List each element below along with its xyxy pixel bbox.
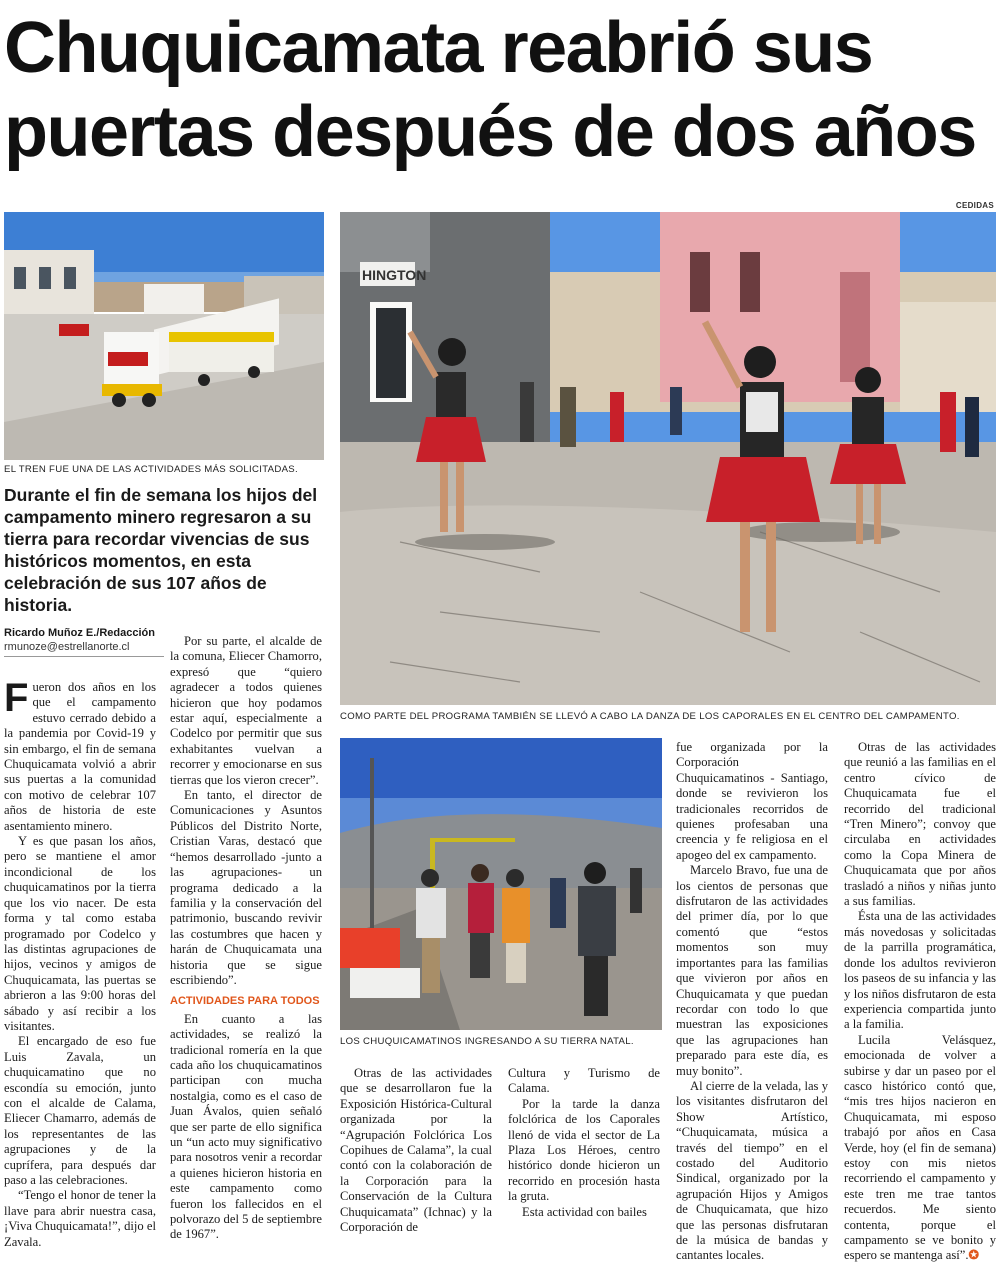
lead-paragraph: Durante el fin de semana los hijos del campamento minero regresaron a su tierra para recordar vivencias de sus históricos momentos, en esta celebración de sus 107 años de historia. bbox=[4, 485, 318, 615]
article-paragraph: Otras de las actividades que reunió a las familias en el centro cívico de Chuquicamata fue el recorrido del tradicional “Tren Minero”; convoy que circulaba en actividades como la Copa Minera de Chuquicamata que por años trasladó a niños y niñas junto a sus familias. bbox=[844, 740, 996, 909]
byline-author: Ricardo Muñoz E./Redacción bbox=[4, 627, 155, 639]
visitors-photo bbox=[340, 738, 662, 1030]
building-sign-text: HINGTON bbox=[362, 267, 427, 283]
article-paragraph bbox=[844, 1033, 996, 1264]
article-paragraph: fue organizada por la Corporación Chuquicamatinos - Santiago, donde se revivieron los tradicionales recorridos de quienes profesaban una creencia y fe religiosa en el apogeo del ex campamento. bbox=[676, 740, 828, 862]
dance-photo bbox=[340, 212, 996, 705]
article-paragraph: Cultura y Turismo de Calama. bbox=[508, 1066, 660, 1096]
article-paragraph: En cuanto a las actividades, se realizó la tradicional romería en la que cada año los chuquicamatinos participan con mucha nostalgia, como es el caso de Juan Ávalos, quien señaló que ser parte de ello significa un “un acto muy significativo para nosotros venir a recordar a quienes hicieron historia en este campamento como fueron los fallecidos en el polvorazo del 5 de septiembre de 1967”. bbox=[170, 1011, 322, 1242]
visitors-caption: LOS CHUQUICAMATINOS INGRESANDO A SU TIERRA NATAL. bbox=[340, 1036, 634, 1047]
article-paragraph: Otras de las actividades que se desarrollaron fue la Exposición Histórica-Cultural organizada por la “Agrupación Folclórica Los Copihues de Calama”, la cual contó con la colaboración de la Corporación para la Conservación de la Cultura Chuquicamata” (Ichnac) y la Corporación de bbox=[340, 1066, 492, 1235]
article-column-3 bbox=[340, 1066, 492, 1235]
article-paragraph: “Tengo el honor de tener la llave para abrir nuestra casa, ¡Viva Chuquicamata!”, dijo el Zavala. bbox=[4, 1188, 156, 1249]
article-paragraph: Por su parte, el alcalde de la comuna, Eliecer Chamorro, expresó que “quiero agradecer a todos quienes hicieron que hoy podamos estar aquí, especialmente a Codelco por permitir que sus exhabitantes vuelvan a recorrer y emocionarse en sus tierras que los vieron crecer”. bbox=[170, 634, 322, 787]
train-caption: EL TREN FUE UNA DE LAS ACTIVIDADES MÁS SOLICITADAS. bbox=[4, 464, 298, 475]
article-column-5 bbox=[676, 740, 828, 1264]
article-paragraph: Marcelo Bravo, fue una de los cientos de personas que disfrutaron de las actividades del primer día, por lo que comentó que “estos momentos son muy importantes para las familias que vivieron por años en Chuquicamata y que puedan recordar con todo lo que muestran las exposiciones que las agrupaciones han preparado para este día, es muy bonito”. bbox=[676, 863, 828, 1078]
dance-caption: COMO PARTE DEL PROGRAMA TAMBIÉN SE LLEVÓ A CABO LA DANZA DE LOS CAPORALES EN EL CENTRO DEL CAMPAMENTO. bbox=[340, 711, 960, 722]
article-column-4 bbox=[508, 1066, 660, 1220]
article-column-6 bbox=[844, 740, 996, 1264]
paragraph-text: ueron dos años en los que el campamento estuvo cerrado debido a la pandemia por Covid-19 y sin embargo, el fin de semana Chuquicamata volvió a abrir sus puertas a la comunidad con motivo de celebrar 107 años de historia de este asentamiento minero. bbox=[4, 680, 156, 833]
headline-line-2: puertas después de dos años bbox=[4, 92, 976, 172]
byline bbox=[4, 626, 164, 657]
article-paragraph: El encargado de eso fue Luis Zavala, un chuquicamatino que no escondía su emoción, junto con el alcalde de Calama, Eliecer Chamarro, además de los representantes de las agrupaciones y de la cuprífera, para después dar paso a las celebraciones. bbox=[4, 1034, 156, 1187]
end-mark-icon: ✪ bbox=[968, 1248, 980, 1263]
article-paragraph: Y es que pasan los años, pero se mantiene el amor incondicional de los chuquicamatinos por la tierra que los vio nacer. De esta forma y tal como estaba programado por Codelco y las distintas agrupaciones de hijos, vecinos y amigos de Chuquicamata, las puertas se abrieron a las 9:00 horas del sábado y así recibir a los visitantes. bbox=[4, 834, 156, 1033]
train-photo bbox=[4, 212, 324, 460]
paragraph-text: Lucila Velásquez, emocionada de volver a subirse y dar un paseo por el casco histórico contó que, “mis tres hijos nacieron en Chuquicamata, mi esposo trabajó por años en Casa Verde, hoy (el fin de semana) estoy con mis nietos recorriendo el campamento y este tren me trae tantos recuerdos. Me siento contenta, porque el campamento se ve bonito y espero se mantenga así”. bbox=[844, 1032, 996, 1263]
article-paragraph bbox=[4, 676, 156, 834]
article-column-1 bbox=[4, 676, 156, 1250]
article-paragraph: Por la tarde la danza folclórica de los Caporales llenó de vida el sector de La Plaza Los Héroes, centro histórico donde hicieron un recorrido en procesión hasta la gruta. bbox=[508, 1096, 660, 1204]
headline-line-1: Chuquicamata reabrió sus bbox=[4, 8, 873, 88]
article-column-2 bbox=[170, 634, 322, 1243]
photo-credit: CEDIDAS bbox=[955, 201, 994, 210]
headline bbox=[4, 6, 994, 174]
byline-email[interactable]: rmunoze@estrellanorte.cl bbox=[4, 640, 164, 657]
dropcap: F bbox=[4, 676, 29, 720]
article-paragraph: Esta actividad con bailes bbox=[522, 1204, 647, 1219]
section-subhead: ACTIVIDADES PARA TODOS bbox=[170, 995, 320, 1008]
article-paragraph: Al cierre de la velada, las y los visitantes disfrutaron del Show Artístico, “Chuquicamata, música a través del tiempo” en el costado del Auditorio Sindical, organizado por la agrupación Hijos y Amigos de Chuquicamata, que hizo que las personas disfrutaran de la música de bandas y cantantes locales. bbox=[676, 1078, 828, 1263]
article-paragraph: Ésta una de las actividades más novedosas y solicitadas de la parrilla programática, donde los adultos revivieron los paseos de su infancia y las y los niños disfrutaron de esta experiencia compartida junto a la familia. bbox=[844, 909, 996, 1032]
article-paragraph: En tanto, el director de Comunicaciones y Asuntos Públicos del Distrito Norte, Cristian Varas, destacó que “hemos desarrollado -junto a las agrupaciones- un programa dedicado a la familia y la conservación del patrimonio, buscando revivir las costumbres que hacen y harán de Chuquicamata una historia que se sigue escribiendo”. bbox=[170, 788, 322, 987]
